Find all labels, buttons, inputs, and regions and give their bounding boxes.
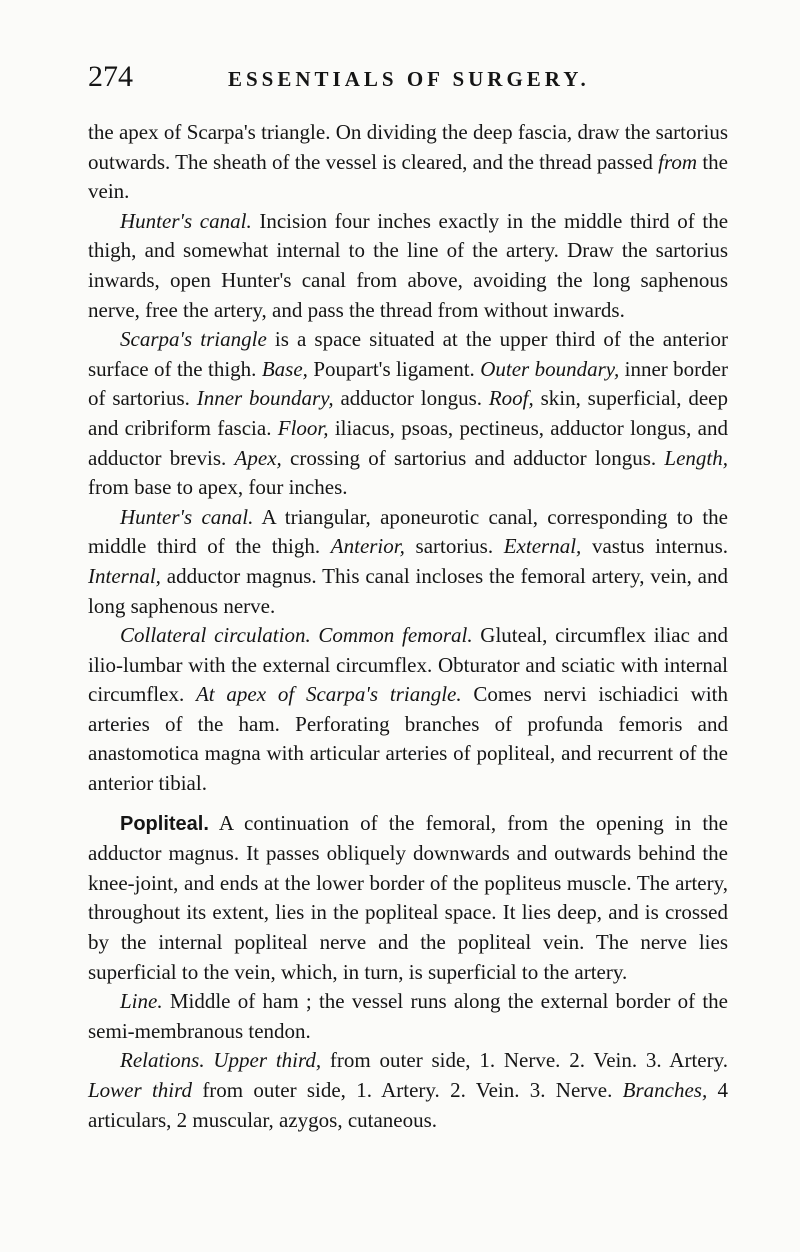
text-run: skin, superficial, deep and cribriform fascia. <box>88 386 728 440</box>
paragraph-2-heading: Hunter's canal. <box>120 208 252 233</box>
text-run: Gluteal, circumflex iliac and ilio-lumbar with the external circumflex. Obturator and sciatic with internal circumflex. <box>88 623 728 707</box>
section-heading: Popliteal. <box>120 812 209 835</box>
running-head: ESSENTIALS OF SURGERY. <box>228 67 590 91</box>
italic-run: Length, <box>664 445 728 470</box>
paragraph-4 <box>88 503 728 621</box>
italic-run: Apex, <box>234 445 282 470</box>
italic-run: Lower third <box>88 1078 193 1102</box>
paragraph-8 <box>88 1046 728 1135</box>
text-run: A continuation of the femoral, from the opening in the adductor magnus. It passes obliquely downwards and outwards behind the knee-joint, and ends at the lower border of the popliteus muscle. The artery, throughout its extent, lies in the popliteal space. It lies deep, and is crossed by the internal popliteal nerve and the popliteal vein. The nerve lies superficial to the vein, which, in turn, is superficial to the artery. <box>88 810 728 984</box>
paragraph-5 <box>88 621 728 799</box>
italic-run: Scarpa's triangle <box>120 327 267 352</box>
text-run: inner border of sartorius. <box>88 356 728 411</box>
italic-run: External, <box>503 534 582 559</box>
italic-run: Internal, <box>88 563 161 588</box>
italic-run: Line. <box>120 989 163 1014</box>
italic-run: Collateral circulation. Common femoral. <box>120 623 473 648</box>
paragraph-7 <box>88 987 728 1046</box>
italic-run: At apex of Scarpa's triangle. <box>195 682 462 707</box>
paragraph-1 <box>88 118 728 207</box>
text-run: iliacus, psoas, pectineus, adductor longus, and adductor brevis. <box>88 415 728 470</box>
page-number: 274 <box>88 60 133 93</box>
italic-run: Anterior, <box>330 534 405 559</box>
italic-run: Branches, <box>622 1078 708 1102</box>
text-run: is a space situated at the upper third of the anterior surface of the thigh. <box>88 327 728 381</box>
paragraph-1-italic: from <box>658 149 698 174</box>
text-run: Poupart's ligament. <box>307 356 481 381</box>
paragraph-1-text: the apex of Scarpa's triangle. On dividing the deep fascia, draw the sartorius outwards. The sheath of the vessel is cleared, and the thread passed <box>88 120 728 174</box>
text-run: from base to apex, four inches. <box>88 475 348 500</box>
body-text <box>88 118 728 1135</box>
text-run: A triangular, aponeurotic canal, corresponding to the middle third of the thigh. <box>88 504 728 559</box>
text-run: Middle of ham ; the vessel runs along the external border of the semi-membranous tendon. <box>88 989 728 1043</box>
text-run: from outer side, 1. Nerve. 2. Vein. 3. Artery. <box>321 1048 728 1073</box>
paragraph-2 <box>88 207 728 325</box>
paragraph-1-tail: the vein. <box>88 149 728 204</box>
italic-run: Base, <box>261 356 308 381</box>
text-run: adductor magnus. This canal incloses the femoral artery, vein, and long saphenous nerve. <box>88 563 728 618</box>
text-run: 4 articulars, 2 muscular, azygos, cutaneous. <box>88 1078 729 1132</box>
text-run: adductor longus. <box>333 386 489 411</box>
paragraph-6 <box>88 809 728 988</box>
italic-run: Roof, <box>488 386 534 411</box>
text-run: vastus internus. <box>581 534 728 559</box>
italic-run: Floor, <box>277 415 329 440</box>
text-run: Comes nervi ischiadici with arteries of the ham. Perforating branches of profunda femoris and anastomotica magna with articular arteries of popliteal, and recurrent of the anterior tibial. <box>88 682 729 796</box>
text-run: sartorius. <box>404 534 504 559</box>
italic-run: Inner boundary, <box>196 386 334 411</box>
text-run: crossing of sartorius and adductor longus. <box>281 445 665 470</box>
italic-run: Hunter's canal. <box>120 504 254 529</box>
page-header <box>88 60 728 100</box>
italic-run: Relations. <box>120 1048 205 1073</box>
paragraph-2-text: Incision four inches exactly in the middle third of the thigh, and somewhat internal to the line of the artery. Draw the sartorius inwards, open Hunter's canal from above, avoiding the long saphenous nerve, free the artery, and pass the thread from without inwards. <box>88 208 729 322</box>
italic-run: Upper third, <box>213 1048 322 1073</box>
paragraph-3 <box>88 325 728 503</box>
italic-run: Outer boundary, <box>480 356 620 381</box>
text-run: from outer side, 1. Artery. 2. Vein. 3. Nerve. <box>192 1078 623 1102</box>
